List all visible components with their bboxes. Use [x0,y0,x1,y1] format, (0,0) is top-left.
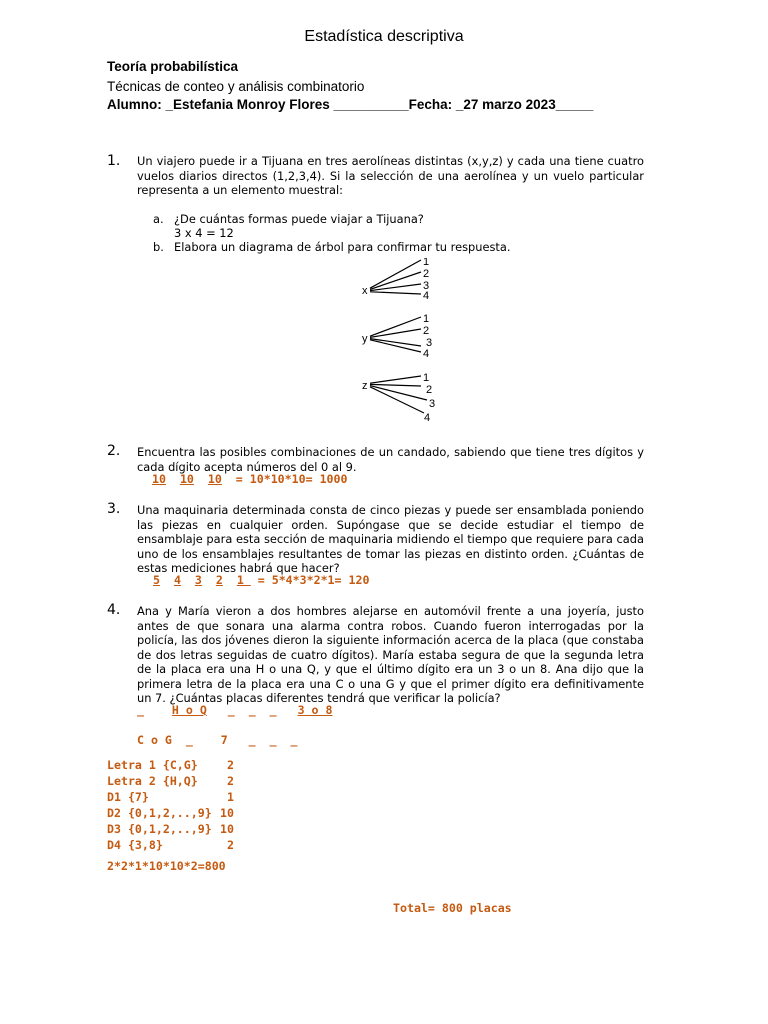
question-4-row1 [137,703,333,717]
tree-leaf-label: 2 [423,268,430,280]
question-1b-text: Elabora un diagrama de árbol para confirmar tu respuesta. [174,240,511,254]
answer-digit: 2 [215,573,223,587]
answer-result: = 5*4*3*2*1= 120 [250,573,370,587]
tree-branch-line [370,339,421,346]
table-row-label: D3 {0,1,2,..,9} [107,822,212,836]
question-2-answer [152,472,347,486]
tree-leaf-label: 3 [429,398,436,410]
tree-leaf-label: 4 [423,348,430,360]
total-line: Total= 800 placas [393,901,512,915]
answer-digit: 4 [173,573,181,587]
tree-branch-line [370,387,424,413]
tree-branch-line [370,384,421,386]
tree-leaf-label: 4 [424,412,431,424]
question-2-text: Encuentra las posibles combinaciones de un candado, sabiendo que tiene tres dígitos y cada dígito acepta números del 0 al 9. [137,445,644,474]
document-title: Estadística descriptiva [304,28,464,45]
tree-root-label: z [362,380,368,392]
question-2-number: 2. [107,443,121,459]
question-3-number: 3. [107,501,121,517]
tree-leaf-label: 4 [423,290,430,302]
table-row-label: D1 {7} [107,790,149,804]
table-row-value: 2 [227,758,234,772]
question-4-number: 4. [107,602,121,618]
answer-digit: 10 [207,472,222,486]
question-1a-answer: 3 x 4 = 12 [174,226,234,240]
tree-root-label: x [362,285,368,297]
tree-root-label: y [362,333,368,345]
answer-digit: 1 [236,573,251,587]
question-1a-text: ¿De cuántas formas puede viajar a Tijuana? [174,212,424,226]
table-row-value: 10 [220,822,234,836]
table-row-value: 2 [227,838,234,852]
question-4-row2: C o G _ 7 _ _ _ [137,733,298,747]
question-3-answer [153,573,369,587]
tree-leaf-label: 1 [423,258,430,268]
table-row-label: Letra 2 {H,Q} [107,774,198,788]
answer-digit: 5 [153,573,160,587]
question-1-number: 1. [107,153,121,169]
answer-digit: 3 [194,573,202,587]
tree-branch-line [370,386,427,400]
tree-leaf-label: 3 [423,280,430,292]
question-3-text: Una maquinaria determinada consta de cinco piezas y puede ser ensamblada poniendo las piezas en cualquier orden. Supóngase que se decide estudiar el tiempo de ensamblaje para esta sección de maquinaria midiendo el tiempo que requiere para cada uno de los ensamblajes resultantes de tomar las piezas en distinto orden. ¿Cuántas de estas mediciones habrá que hacer? [137,503,644,575]
table-row-value: 10 [220,806,234,820]
second-letter-options: H o Q [171,703,207,717]
tree-diagram [346,258,442,424]
blank-slot: _ [137,703,144,717]
tree-leaf-label: 2 [426,384,433,396]
subject-heading: Teoría probabilística [107,59,239,74]
answer-result: = 10*10*10= 1000 [221,472,348,486]
table-row-label: D4 {3,8} [107,838,163,852]
table-row-label: D2 {0,1,2,..,9} [107,806,212,820]
tree-branch-line [370,292,421,294]
tree-branch-line [370,376,421,383]
table-row-label: Letra 1 {C,G} [107,758,198,772]
answer-digit: 10 [179,472,194,486]
tree-leaf-label: 2 [423,325,430,337]
tree-leaf-label: 1 [423,313,430,325]
question-1b-marker: b. [153,240,164,254]
blank-slots: _ _ _ [227,703,277,717]
student-line: Alumno: _Estefania Monroy Flores __________Fecha: _27 marzo 2023_____ [107,97,594,112]
question-1-text: Un viajero puede ir a Tijuana en tres aerolíneas distintas (x,y,z) y cada una tiene cuatro vuelos diarios directos (1,2,3,4). Si la selección de una aerolínea y un vuelo particular representa a un elemento muestral: [137,154,644,197]
last-digit-options: 3 o 8 [297,703,333,717]
question-4-text: Ana y María vieron a dos hombres alejarse en automóvil frente a una joyería, justo antes de que sonara una alarma contra robos. Cuando fueron interrogadas por la policía, las dos jóvenes dieron la siguiente información acerca de la placa (que constaba de dos letras seguidas de cuatro dígitos). María estaba segura de que la segunda letra de la placa era una H o una Q, y que el último dígito era un 3 o un 8. Ana dijo que la primera letra de la placa era una C o una G y que el primer dígito era definitivamente un 7. ¿Cuántas placas diferentes tendrá que verificar la policía? [137,604,644,705]
table-row-value: 1 [227,790,234,804]
question-1a-marker: a. [153,212,164,226]
tree-branch-line [370,340,421,352]
answer-digit: 10 [152,472,166,486]
tree-leaf-label: 1 [423,372,430,384]
table-row-value: 2 [227,774,234,788]
product-line: 2*2*1*10*10*2=800 [107,859,226,873]
topic-heading: Técnicas de conteo y análisis combinatorio [107,79,365,94]
tree-leaf-label: 3 [426,337,433,349]
